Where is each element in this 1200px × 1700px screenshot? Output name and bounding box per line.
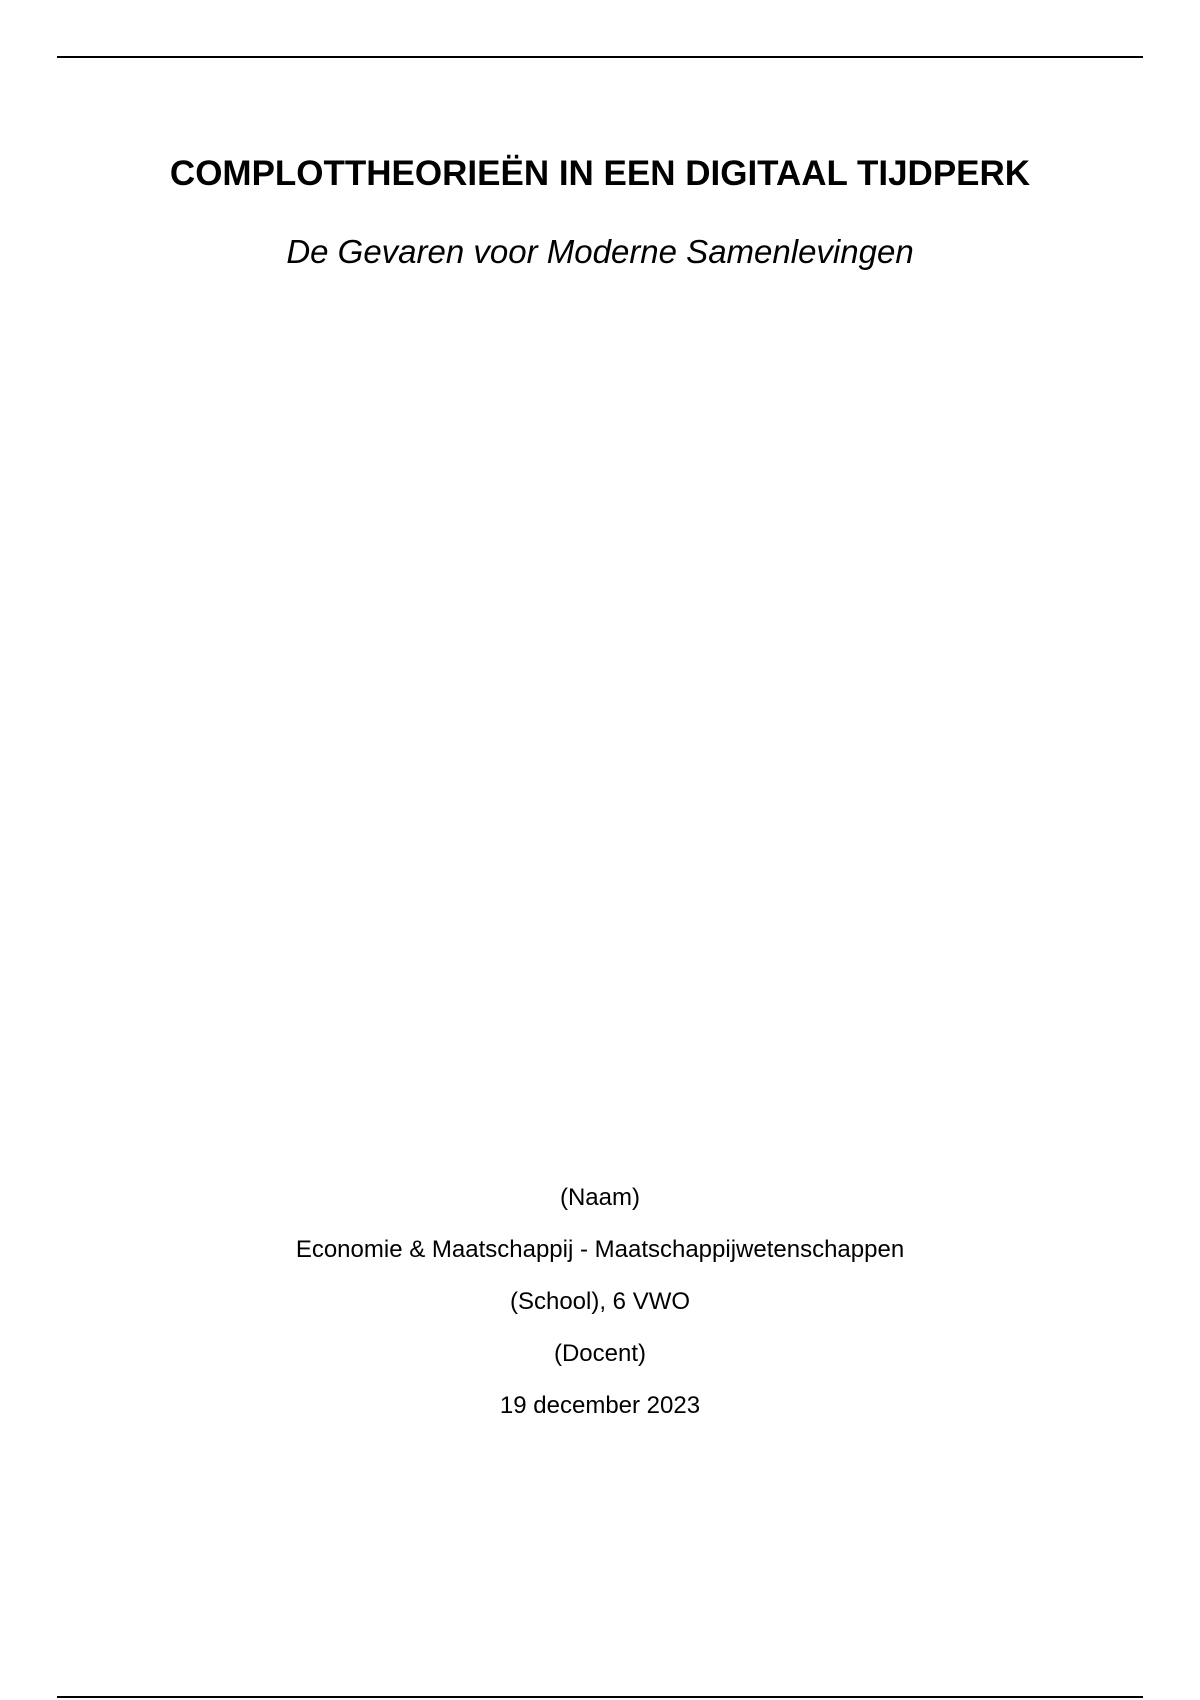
cover-info — [0, 1180, 1200, 1440]
author-name: (Naam) — [559, 1184, 640, 1211]
top-rule — [57, 56, 1143, 58]
bottom-rule — [57, 1696, 1143, 1698]
school-class: (School), 6 VWO — [509, 1288, 691, 1315]
course-name: Economie & Maatschappij - Maatschappijwetenschappen — [295, 1236, 905, 1263]
teacher-name: (Docent) — [553, 1340, 647, 1367]
document-title: COMPLOTTHEORIEËN IN EEN DIGITAAL TIJDPERK — [169, 154, 1031, 193]
document-subtitle: De Gevaren voor Moderne Samenlevingen — [286, 233, 914, 270]
document-date: 19 december 2023 — [499, 1392, 701, 1419]
